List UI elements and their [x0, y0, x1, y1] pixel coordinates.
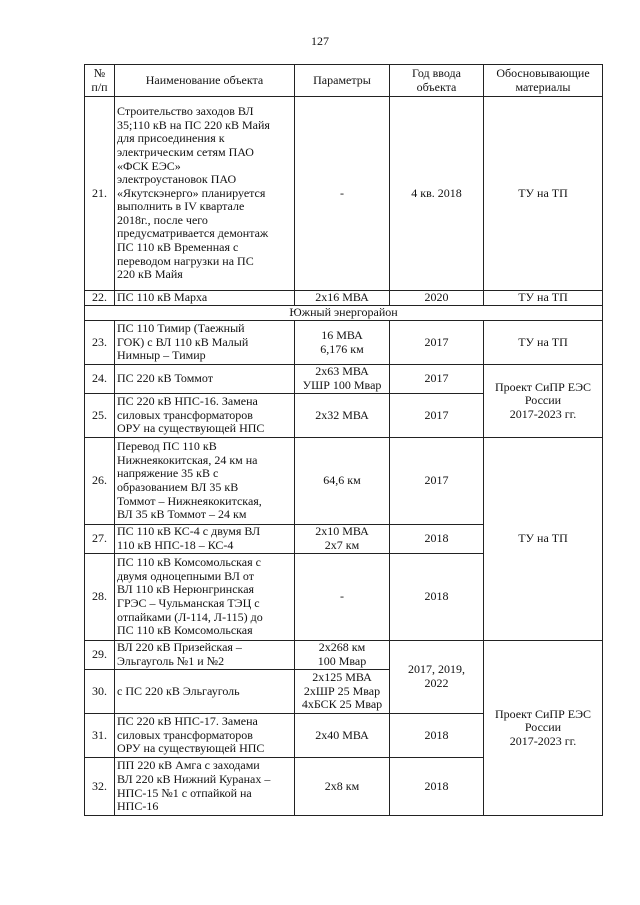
row-name: ПП 220 кВ Амга с заходами ВЛ 220 кВ Нижний Куранах – НПС-15 №1 с отпайкой на НПС-16: [115, 758, 295, 816]
header-basis: Обосновывающие материалы: [484, 65, 603, 97]
row-num: 29.: [85, 641, 115, 670]
row-year: 2017: [390, 438, 484, 525]
row-name: ВЛ 220 кВ Призейская – Эльгауголь №1 и №2: [115, 641, 295, 670]
row-num: 25.: [85, 394, 115, 438]
row-params: -: [295, 97, 390, 291]
row-num: 28.: [85, 554, 115, 641]
row-year: 2018: [390, 758, 484, 816]
table-row: [85, 641, 603, 670]
row-params: 16 МВА 6,176 км: [295, 321, 390, 365]
row-params: -: [295, 554, 390, 641]
row-num: 30.: [85, 670, 115, 714]
row-num: 22.: [85, 291, 115, 306]
region-title: Южный энергорайон: [85, 306, 603, 321]
row-basis-merged: Проект СиПР ЕЭС России 2017-2023 гг.: [484, 641, 603, 816]
row-num: 32.: [85, 758, 115, 816]
table-row: [85, 321, 603, 365]
row-basis-merged: ТУ на ТП: [484, 438, 603, 641]
row-name: с ПС 220 кВ Эльгауголь: [115, 670, 295, 714]
header-num: № п/п: [85, 65, 115, 97]
row-basis: ТУ на ТП: [484, 321, 603, 365]
row-name: ПС 220 кВ НПС-16. Замена силовых трансформаторов ОРУ на существующей НПС: [115, 394, 295, 438]
row-num: 23.: [85, 321, 115, 365]
table-row: [85, 291, 603, 306]
row-year: 2017: [390, 365, 484, 394]
row-params: 2х268 км 100 Мвар: [295, 641, 390, 670]
row-num: 24.: [85, 365, 115, 394]
row-num: 26.: [85, 438, 115, 525]
row-params: 2х8 км: [295, 758, 390, 816]
header-params: Параметры: [295, 65, 390, 97]
page-number: 127: [311, 34, 329, 48]
row-params: 2х40 МВА: [295, 714, 390, 758]
table-row: [85, 365, 603, 394]
row-params: 2х16 МВА: [295, 291, 390, 306]
row-year-merged: 2017, 2019, 2022: [390, 641, 484, 714]
row-year: 2020: [390, 291, 484, 306]
row-year: 4 кв. 2018: [390, 97, 484, 291]
row-name: ПС 220 кВ Томмот: [115, 365, 295, 394]
row-basis: ТУ на ТП: [484, 97, 603, 291]
row-name: Строительство заходов ВЛ 35;110 кВ на ПС 220 кВ Майя для присоединения к электрическим сетям ПАО «ФСК ЕЭС» электроустановок ПАО «Якутскэнерго» планируется выполнить в IV квартале 2018г., после чего предусматривается демонтаж ПС 110 кВ Временная с переводом нагрузки на ПС 220 кВ Майя: [115, 97, 295, 291]
row-basis: ТУ на ТП: [484, 291, 603, 306]
row-params: 2х125 МВА 2хШР 25 Мвар 4хБСК 25 Мвар: [295, 670, 390, 714]
table-row: [85, 438, 603, 525]
row-num: 27.: [85, 525, 115, 554]
row-year: 2018: [390, 525, 484, 554]
row-name: ПС 110 кВ КС-4 с двумя ВЛ 110 кВ НПС-18 – КС-4: [115, 525, 295, 554]
row-name: ПС 110 Тимир (Таежный ГОК) с ВЛ 110 кВ Малый Нимныр – Тимир: [115, 321, 295, 365]
row-params: 2х32 МВА: [295, 394, 390, 438]
row-params: 2х63 МВА УШР 100 Мвар: [295, 365, 390, 394]
row-year: 2017: [390, 394, 484, 438]
row-name: ПС 110 кВ Марха: [115, 291, 295, 306]
row-num: 31.: [85, 714, 115, 758]
header-name: Наименование объекта: [115, 65, 295, 97]
row-name: ПС 110 кВ Комсомольская с двумя одноцепными ВЛ от ВЛ 110 кВ Нерюнгринская ГРЭС – Чульманская ТЭЦ с отпайками (Л-114, Л-115) до ПС 110 кВ Комсомольская: [115, 554, 295, 641]
row-name: ПС 220 кВ НПС-17. Замена силовых трансформаторов ОРУ на существующей НПС: [115, 714, 295, 758]
row-year: 2017: [390, 321, 484, 365]
row-num: 21.: [85, 97, 115, 291]
table-header-row: [85, 65, 603, 97]
header-year: Год ввода объекта: [390, 65, 484, 97]
row-name: Перевод ПС 110 кВ Нижнеякокитская, 24 км на напряжение 35 кВ с образованием ВЛ 35 кВ Томмот – Нижнеякокитская, ВЛ 35 кВ Томмот – 24 км: [115, 438, 295, 525]
objects-table: [84, 64, 603, 816]
row-year: 2018: [390, 714, 484, 758]
row-year: 2018: [390, 554, 484, 641]
row-basis-merged: Проект СиПР ЕЭС России 2017-2023 гг.: [484, 365, 603, 438]
row-params: 2х10 МВА 2х7 км: [295, 525, 390, 554]
table-row: [85, 97, 603, 291]
row-params: 64,6 км: [295, 438, 390, 525]
region-row: [85, 306, 603, 321]
